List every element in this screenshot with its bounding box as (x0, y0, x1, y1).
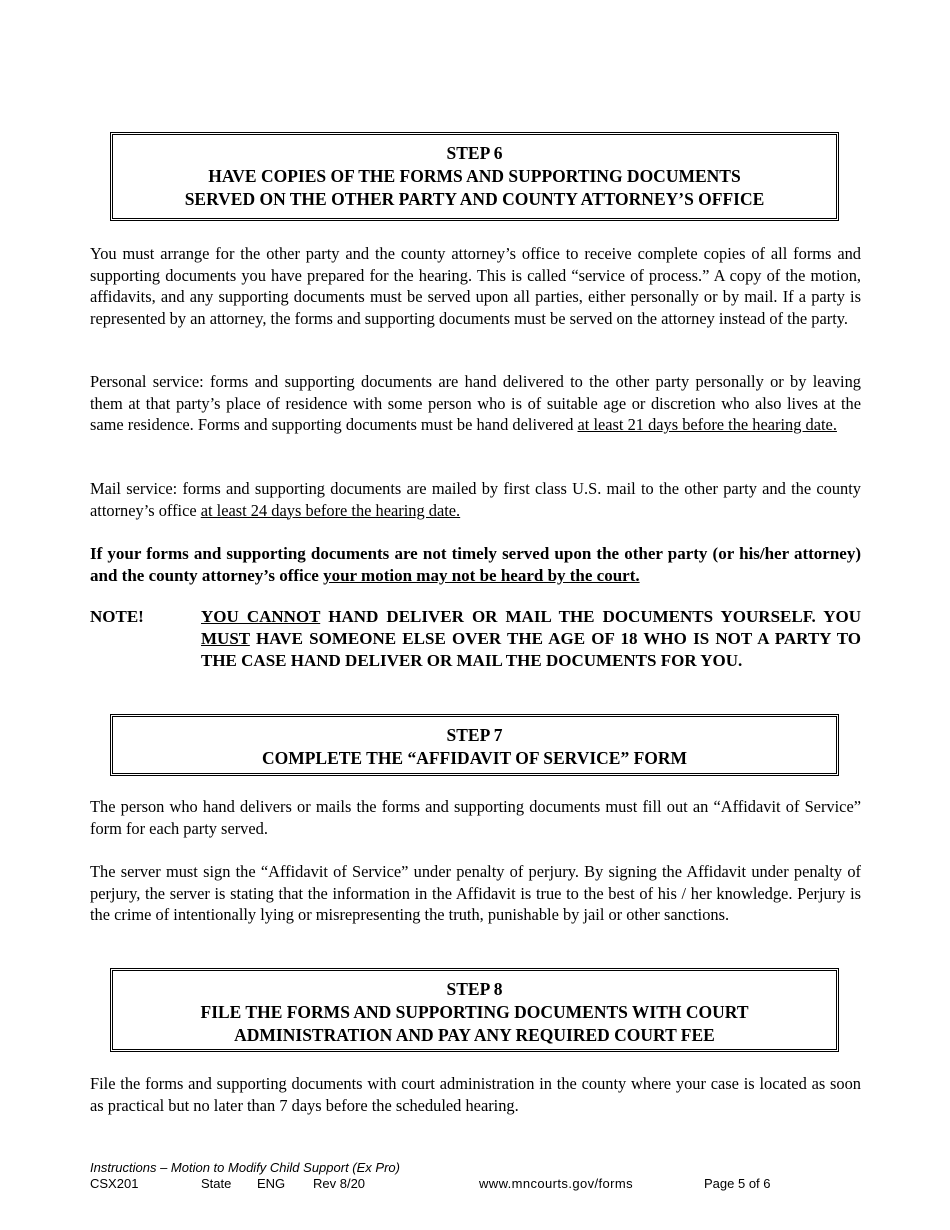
footer-url[interactable]: www.mncourts.gov/forms (479, 1176, 634, 1191)
note-cannot: YOU CANNOT (201, 607, 321, 626)
mail-service-text: Mail service: forms and supporting documents are mailed by first class U.S. mail to the other party and the county attorney’s office (90, 479, 861, 520)
note-text-part1: HAND DELIVER OR MAIL THE DOCUMENTS YOURSELF. YOU (320, 607, 862, 626)
note-label: NOTE! (90, 607, 144, 626)
timely-service-consequence: your motion may not be heard by the court. (323, 565, 640, 585)
step-6-box (110, 132, 839, 221)
footer-page-number: Page 5 of 6 (704, 1176, 771, 1191)
step-7-box (110, 714, 839, 776)
step-8-heading-line1: FILE THE FORMS AND SUPPORTING DOCUMENTS WITH COURT (200, 1002, 749, 1022)
note-must: MUST (201, 629, 250, 648)
step-7-heading-line1: COMPLETE THE “AFFIDAVIT OF SERVICE” FORM (261, 748, 688, 768)
page-footer (90, 1160, 850, 1192)
personal-service-deadline: at least 21 days before the hearing date. (577, 415, 837, 435)
step-6-number: STEP 6 (446, 143, 503, 163)
step-8-number: STEP 8 (446, 979, 503, 999)
footer-title: Instructions – Motion to Modify Child Support (Ex Pro) (90, 1160, 400, 1175)
step-8-heading-line2: ADMINISTRATION AND PAY ANY REQUIRED COURT FEE (234, 1025, 715, 1045)
step-7-number: STEP 7 (446, 725, 503, 745)
mail-service-paragraph (90, 478, 861, 521)
timely-service-text: If your forms and supporting documents are not timely served upon the other party (or his/her attorney) and the county attorney’s office (90, 544, 861, 585)
perjury-paragraph: The server must sign the “Affidavit of Service” under penalty of perjury. By signing the Affidavit under penalty of perjury, the server is stating that the information in the Affidavit is true to the best of his / her knowledge. Perjury is the crime of intentionally lying or misrepresenting the truth, punishable by jail or other sanctions. (90, 862, 861, 925)
note-text-part2: HAVE SOMEONE ELSE OVER THE AGE OF 18 WHO IS NOT A PARTY TO THE CASE HAND DELIVER OR MAIL THE DOCUMENTS FOR YOU. (201, 629, 861, 670)
affidavit-paragraph: The person who hand delivers or mails the forms and supporting documents must fill out an “Affidavit of Service” form for each party served. (90, 797, 861, 838)
step-6-heading-line2: SERVED ON THE OTHER PARTY AND COUNTY ATTORNEY’S OFFICE (184, 189, 765, 209)
step-6-heading-line1: HAVE COPIES OF THE FORMS AND SUPPORTING DOCUMENTS (208, 166, 741, 186)
timely-service-warning (90, 543, 861, 586)
document-page (90, 0, 861, 1230)
note-text (201, 606, 861, 672)
footer-state: State (201, 1176, 232, 1191)
mail-service-deadline: at least 24 days before the hearing date. (200, 500, 461, 520)
footer-revision: Rev 8/20 (313, 1176, 366, 1191)
footer-info-row (90, 1176, 850, 1192)
personal-service-paragraph (90, 371, 861, 436)
footer-language: ENG (257, 1176, 286, 1191)
service-intro-paragraph: You must arrange for the other party and the county attorney’s office to receive complete copies of all forms and supporting documents you have prepared for the hearing. This is called “service of process.” A copy of the motion, affidavits, and any supporting documents must be served upon all parties, either personally or by mail. If a party is represented by an attorney, the forms and supporting documents must be served on the attorney instead of the party. (90, 244, 861, 328)
personal-service-text: Personal service: forms and supporting documents are hand delivered to the other party personally or by leaving them at that party’s place of residence with some person who is of suitable age or discretion who also lives at the same residence. Forms and supporting documents must be hand delivered (90, 372, 861, 435)
footer-form-code: CSX201 (90, 1176, 139, 1191)
filing-paragraph: File the forms and supporting documents with court administration in the county where your case is located as soon as practical but no later than 7 days before the scheduled hearing. (90, 1074, 861, 1115)
step-8-box (110, 968, 839, 1052)
